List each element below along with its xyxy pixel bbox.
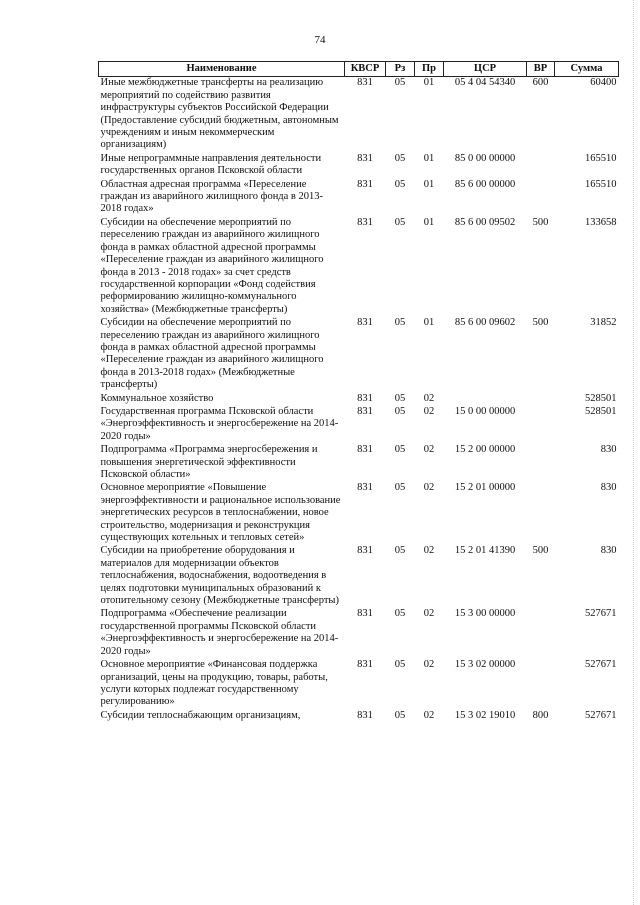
cell-kvsr: 831 [357,392,373,404]
cell-sum: 527671 [585,659,617,671]
cell-vr: 500 [532,317,549,329]
cell-csr: 85 6 00 00000 [454,178,516,190]
cell-vr [527,608,555,659]
cell-name: Областная адресная программа «Переселение граждан из аварийного жилищного фонда в 2013-2018 годах» [100,178,324,215]
cell-rz: 05 [394,77,406,89]
table-row [99,217,619,317]
cell-kvsr: 831 [357,77,373,89]
cell-pr: 02 [423,659,435,671]
cell-csr: 05 4 04 54340 [454,77,516,89]
cell-csr: 15 0 00 00000 [454,405,516,417]
table-row [99,710,619,723]
cell-csr: 85 6 00 09602 [454,317,516,329]
cell-sum: 528501 [585,405,617,417]
cell-vr [527,406,555,444]
cell-name: Коммунальное хозяйство [100,392,214,404]
cell-rz: 05 [394,659,406,671]
cell-pr: 02 [423,545,435,557]
header-sum: Сумма [555,62,619,77]
cell-pr: 02 [423,444,435,456]
table-row [99,444,619,482]
cell-kvsr: 831 [357,709,373,721]
cell-rz: 05 [394,317,406,329]
table-row [99,545,619,608]
table-row [99,153,619,179]
cell-name: Иные непрограммные направления деятельности государственных органов Псковской области [100,152,322,177]
cell-vr: 500 [532,216,549,228]
header-name: Наименование [99,62,345,77]
cell-name: Подпрограмма «Программа энергосбережения и повышения энергетической эффективности Псковской области» [100,444,318,480]
cell-pr: 01 [423,178,435,190]
header-vr: ВР [527,62,555,77]
cell-csr: 15 2 00 00000 [454,444,516,456]
cell-name: Субсидии на приобретение оборудования и материалов для модернизации объектов теплоснабжения, водоснабжения, водоотведения в целях подготовки муниципальных образований к отопительному сезону (Межбюджетные трансферты) [100,545,339,607]
cell-csr: 15 2 01 41390 [454,545,516,557]
table-row [99,393,619,406]
cell-vr [527,482,555,545]
cell-kvsr: 831 [357,405,373,417]
cell-kvsr: 831 [357,482,373,494]
cell-rz: 05 [394,152,406,164]
header-rz: Рз [386,62,415,77]
cell-vr: 600 [532,77,549,89]
cell-pr: 02 [423,709,435,721]
header-kvsr: КВСР [345,62,386,77]
table-row [99,179,619,217]
scan-edge [632,0,634,905]
cell-sum: 133658 [585,216,617,228]
cell-name: Основное мероприятие «Финансовая поддержка организаций, цены на продукцию, товары, работы, услуги которых подлежат государственному регулированию» [100,659,328,708]
cell-csr: 15 3 02 00000 [454,659,516,671]
cell-vr [527,444,555,482]
cell-kvsr: 831 [357,152,373,164]
cell-vr [527,393,555,406]
header-pr: Пр [415,62,444,77]
cell-csr: 15 3 00 00000 [454,608,516,620]
cell-name: Субсидии на обеспечение мероприятий по переселению граждан из аварийного жилищного фонда в рамках областной адресной программы «Переселение граждан из аварийного жилищного фонда в 2013-2018 годах» (Межбюджетные трансферты) [100,317,324,391]
cell-name: Субсидии на обеспечение мероприятий по переселению граждан из аварийного жилищного фонда в рамках областной адресной программы «Переселение граждан из аварийного жилищного фонда в 2013 - 2018 годах» за счет средств государственной корпорации «Фонд содействия реформированию жилищно-коммунального хозяйства» (Межбюджетные трансферты) [100,216,324,315]
cell-sum: 527671 [585,608,617,620]
cell-csr: 15 2 01 00000 [454,482,516,494]
cell-sum: 830 [600,482,617,494]
cell-vr [527,659,555,710]
cell-csr [444,393,527,406]
cell-sum: 527671 [585,709,617,721]
cell-kvsr: 831 [357,659,373,671]
cell-rz: 05 [394,216,406,228]
cell-pr: 01 [423,152,435,164]
cell-sum: 528501 [585,392,617,404]
cell-sum: 165510 [585,152,617,164]
cell-rz: 05 [394,444,406,456]
table-row [99,659,619,710]
page-number: 74 [314,34,326,46]
cell-name: Основное мероприятие «Повышение энергоэффективности и рациональное использование энергетических ресурсов в теплоснабжении, новое строительство, модернизация и реконструкция существующих котельных и тепловых сетей» [100,482,341,544]
cell-rz: 05 [394,608,406,620]
cell-vr: 800 [532,709,549,721]
cell-pr: 02 [423,392,435,404]
cell-pr: 02 [423,608,435,620]
cell-rz: 05 [394,405,406,417]
cell-csr: 85 6 00 09502 [454,216,516,228]
cell-rz: 05 [394,178,406,190]
cell-pr: 02 [423,482,435,494]
cell-rz: 05 [394,392,406,404]
cell-csr: 85 0 00 00000 [454,152,516,164]
cell-kvsr: 831 [357,545,373,557]
cell-kvsr: 831 [357,608,373,620]
cell-rz: 05 [394,709,406,721]
cell-csr: 15 3 02 19010 [454,709,516,721]
cell-pr: 02 [423,405,435,417]
table-row [99,406,619,444]
cell-sum: 60400 [590,77,617,89]
cell-pr: 01 [423,77,435,89]
cell-sum: 31852 [590,317,617,329]
header-csr: ЦСР [444,62,527,77]
table-row [99,77,619,153]
cell-kvsr: 831 [357,317,373,329]
cell-pr: 01 [423,317,435,329]
cell-vr: 500 [532,545,549,557]
cell-vr [527,153,555,179]
cell-rz: 05 [394,482,406,494]
table-row [99,608,619,659]
cell-vr [527,179,555,217]
cell-kvsr: 831 [357,444,373,456]
cell-rz: 05 [394,545,406,557]
cell-name: Подпрограмма «Обеспечение реализации государственной программы Псковской области «Энергоэффективность и энергосбережение на 2014-2020 годы» [100,608,339,657]
budget-table [98,61,619,723]
cell-name: Государственная программа Псковской области «Энергоэффективность и энергосбережение на 2014-2020 годы» [100,405,339,442]
table-header-row [99,62,619,77]
cell-pr: 01 [423,216,435,228]
cell-sum: 830 [600,545,617,557]
cell-name: Иные межбюджетные трансферты на реализацию мероприятий по содействию развития инфраструктуры субъектов Российской Федерации (Предоставление субсидий бюджетным, автономным учреждениям и иным некоммерческим организациям) [100,77,339,151]
table-row [99,482,619,545]
cell-name: Субсидии теплоснабжающим организациям, [100,709,301,721]
table-row [99,317,619,392]
cell-kvsr: 831 [357,178,373,190]
cell-kvsr: 831 [357,216,373,228]
cell-sum: 165510 [585,178,617,190]
cell-sum: 830 [600,444,617,456]
